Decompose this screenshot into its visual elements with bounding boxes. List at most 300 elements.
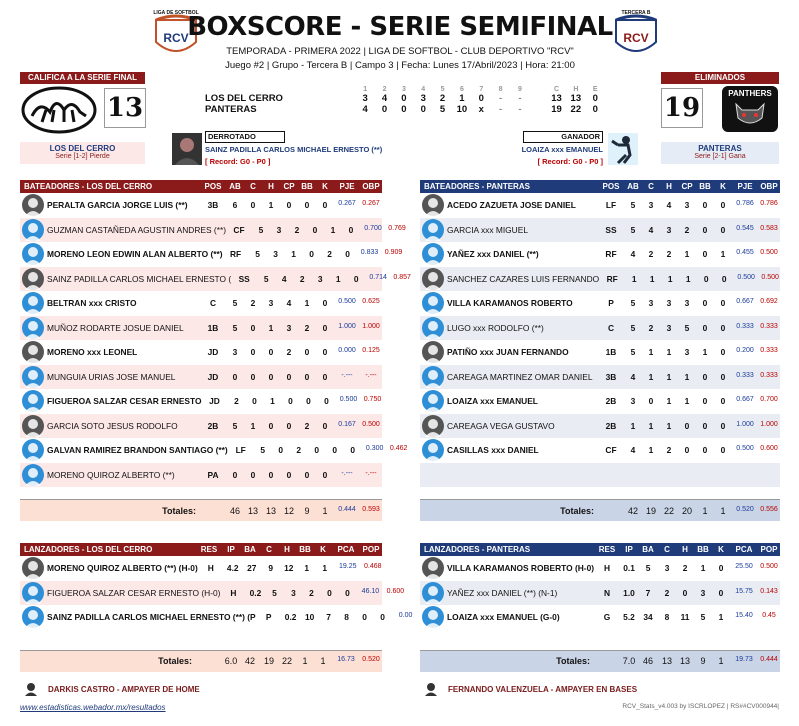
stat-cell: 1: [270, 396, 275, 407]
stat-cell: 0.692: [760, 298, 778, 306]
stat-cell: 6: [232, 200, 238, 211]
inning-runs: 3: [362, 93, 368, 104]
stat-cell: 1: [648, 347, 654, 358]
total-cell: 22: [281, 656, 292, 666]
stat-cell: 0: [322, 420, 328, 431]
total-hits: 22: [570, 104, 582, 115]
column-header: BA: [642, 545, 654, 554]
total-errors: 0: [592, 93, 598, 104]
inning-runs: 4: [362, 104, 368, 115]
stat-cell: 7: [326, 612, 331, 623]
total-runs: 19: [551, 104, 562, 115]
column-header: BA: [244, 545, 256, 554]
stat-cell: 2: [327, 249, 332, 260]
total-cell: 13: [265, 505, 276, 516]
stat-cell: 1: [684, 249, 690, 260]
batter-row[interactable]: [20, 193, 382, 218]
column-header: POP: [760, 545, 778, 554]
batter-row[interactable]: [420, 218, 780, 243]
total-cell: 0.520: [736, 505, 754, 513]
stat-cell: 1: [291, 249, 296, 260]
stat-cell: 3: [664, 563, 670, 574]
column-header: POS: [602, 182, 620, 191]
stat-cell: RF: [605, 249, 617, 260]
player-avatar-icon: [22, 292, 44, 314]
batter-row[interactable]: [20, 218, 406, 243]
total-cell: 13: [661, 656, 672, 666]
stat-cell: 2: [294, 224, 300, 235]
stat-cell: 0.667: [736, 396, 754, 404]
home-team-name: PANTERAS: [698, 144, 742, 153]
stat-cell: 0: [718, 587, 724, 598]
stat-cell: 0: [720, 347, 726, 358]
stat-cell: 0: [322, 298, 328, 309]
stat-cell: 25.50: [735, 563, 753, 571]
stat-cell: 3: [268, 298, 274, 309]
stat-cell: 0: [309, 249, 314, 260]
stat-cell: 0: [720, 224, 726, 235]
total-cell: 20: [681, 505, 692, 516]
pitcher-row[interactable]: [420, 556, 780, 581]
batter-row[interactable]: [420, 389, 780, 414]
stat-cell: 1B: [605, 347, 617, 358]
winning-pitcher-name: LOAIZA xxx EMANUEL: [521, 145, 603, 154]
stat-cell: 0.333: [736, 322, 754, 330]
stat-cell: 1: [648, 445, 654, 456]
column-header: H: [682, 545, 688, 554]
stat-cell: 1: [684, 396, 690, 407]
column-header: BB: [699, 182, 711, 191]
stat-cell: 0.462: [389, 445, 408, 453]
stat-cell: 0: [702, 249, 708, 260]
player-name: GUZMAN CASTAÑEDA AGUSTIN ANDRES (**): [47, 224, 226, 235]
player-avatar-icon: [22, 390, 44, 412]
away-status-badge: CALIFICA A LA SERIE FINAL: [20, 72, 145, 84]
inning-label: 6: [459, 86, 464, 93]
stat-cell: 1: [702, 347, 708, 358]
linescore-team: LOS DEL CERRO: [205, 93, 283, 104]
total-cell: 16.73: [337, 656, 355, 663]
stat-cell: 1: [718, 612, 724, 623]
stat-cell: 0: [250, 347, 256, 358]
total-cell: 1: [322, 505, 328, 516]
stat-cell: LF: [235, 445, 246, 456]
player-name: MUÑOZ RODARTE JOSUE DANIEL: [47, 322, 184, 333]
linescore-header: [205, 86, 605, 93]
inning-runs: 0: [381, 104, 388, 115]
stat-cell: 3: [317, 273, 323, 284]
stat-cell: 1: [667, 273, 673, 284]
stat-cell: 2: [682, 563, 688, 574]
stat-cell: 0: [720, 396, 726, 407]
stat-cell: P: [608, 298, 614, 309]
stat-cell: C: [209, 298, 217, 309]
column-header: BB: [301, 182, 313, 191]
linescore-team: PANTERAS: [205, 104, 257, 115]
totals-row: [20, 650, 382, 672]
stat-cell: 0.500: [761, 273, 779, 281]
column-header: C: [648, 182, 654, 191]
batter-row[interactable]: [420, 316, 780, 341]
total-cell: 6.0: [224, 656, 238, 666]
stat-cell: 0: [348, 224, 354, 235]
stat-cell: 0.267: [362, 200, 380, 208]
batter-row[interactable]: [20, 438, 408, 463]
stat-cell: 5: [232, 298, 238, 309]
stat-cell: 0: [250, 322, 256, 333]
batter-row[interactable]: [420, 365, 780, 390]
total-cell: 42: [244, 656, 255, 666]
column-header: PJE: [339, 182, 355, 191]
stat-cell: 4: [630, 249, 636, 260]
total-cell: 12: [283, 505, 294, 516]
stat-cell: 3: [291, 587, 296, 598]
column-header: OBP: [362, 182, 380, 191]
stat-cell: RF: [229, 249, 242, 260]
stat-cell: 1.0: [623, 587, 635, 598]
pitcher-row[interactable]: [20, 556, 382, 581]
player-avatar-icon: [422, 366, 444, 388]
stat-cell: 0: [268, 347, 274, 358]
pitcher-silhouette-icon: [608, 133, 638, 165]
stat-cell: C: [607, 322, 615, 333]
player-name: MORENO LEON EDWIN ALAN ALBERTO (**): [47, 249, 223, 260]
stat-cell: 1: [648, 420, 654, 431]
batter-row[interactable]: [20, 291, 382, 316]
inning-label: 5: [440, 86, 445, 93]
player-avatar-icon: [22, 557, 44, 579]
inning-label: 2: [382, 86, 387, 93]
total-cell: 9: [700, 656, 706, 666]
stat-cell: 1.000: [760, 420, 778, 428]
linescore-row-home: [205, 104, 605, 115]
spacer: [420, 487, 780, 499]
total-cell: 0.556: [760, 505, 778, 513]
stat-cell: 10: [304, 612, 315, 623]
stat-cell: 0: [353, 273, 359, 284]
stat-cell: -.---: [341, 371, 353, 379]
stat-cell: 0.500: [339, 396, 358, 404]
player-name: CAREAGA MARTINEZ OMAR DANIEL: [447, 371, 593, 382]
batter-row[interactable]: [20, 316, 382, 341]
player-avatar-icon: [22, 243, 44, 265]
stat-cell: 0.468: [363, 563, 382, 571]
stat-cell: 2: [286, 347, 292, 358]
stat-cell: SS: [605, 224, 617, 235]
batter-row[interactable]: [420, 242, 780, 267]
batter-row[interactable]: [20, 267, 411, 292]
player-avatar-icon: [422, 415, 444, 437]
stat-cell: 3: [273, 249, 278, 260]
stat-cell: 5: [630, 347, 636, 358]
stat-cell: 0: [380, 612, 385, 623]
player-avatar-icon: [22, 439, 44, 461]
stat-cell: 2: [666, 445, 672, 456]
player-photo-icon: [172, 133, 202, 165]
stat-cell: 5.2: [623, 612, 635, 623]
page-title: BOXSCORE - SERIE SEMIFINAL: [187, 12, 613, 42]
player-name: LUGO xxx RODOLFO (**): [447, 322, 544, 333]
player-avatar-icon: [422, 390, 444, 412]
player-name: ACEDO ZAZUETA JOSE DANIEL: [447, 200, 576, 211]
stat-cell: 1B: [207, 322, 219, 333]
stat-cell: 1: [250, 420, 256, 431]
batter-row[interactable]: [20, 340, 382, 365]
stat-cell: 1: [631, 273, 637, 284]
batter-row[interactable]: [420, 267, 780, 292]
spacer: [420, 630, 780, 650]
stat-cell: 1: [268, 200, 274, 211]
stat-cell: 0.857: [393, 273, 411, 281]
stat-cell: JD: [207, 347, 219, 358]
stat-cell: 0: [720, 298, 726, 309]
player-avatar-icon: [422, 341, 444, 363]
column-header: CP: [283, 182, 295, 191]
column-header: POP: [362, 545, 380, 554]
total-cell: 1: [720, 505, 726, 516]
stat-cell: 0.000: [338, 347, 356, 355]
stat-cell: 0.545: [736, 224, 754, 232]
inning-runs: -: [518, 104, 522, 115]
stat-cell: 0.500: [760, 563, 778, 571]
panther-icon: [722, 98, 778, 128]
column-header: BB: [697, 545, 709, 554]
player-name: MORENO QUIROZ ALBERTO (**) (H-0): [47, 563, 198, 574]
batter-row[interactable]: [20, 463, 382, 488]
stat-cell: 0: [345, 587, 350, 598]
player-avatar-icon: [22, 317, 44, 339]
stat-cell: 0: [304, 347, 310, 358]
home-team-card[interactable]: [661, 142, 779, 164]
column-header: RES: [200, 545, 218, 554]
column-header: OBP: [760, 182, 778, 191]
spacer: [20, 487, 382, 499]
stat-cell: 0.455: [736, 249, 754, 257]
winning-pitcher-photo: [608, 133, 638, 165]
stat-cell: 5: [232, 420, 238, 431]
stat-cell: 0.700: [364, 224, 382, 232]
column-header: H: [666, 182, 672, 191]
stat-cell: 3: [630, 396, 636, 407]
column-header: K: [718, 545, 724, 554]
stat-cell: 0.714: [369, 273, 387, 281]
stat-cell: 0.769: [388, 224, 406, 232]
stat-cell: 5: [272, 587, 277, 598]
stat-cell: H: [207, 563, 214, 574]
stat-cell: 3: [286, 322, 292, 333]
player-name: PERALTA GARCIA JORGE LUIS (**): [47, 200, 188, 211]
stat-cell: 1.000: [736, 420, 754, 428]
total-cell: 7.0: [622, 656, 636, 666]
player-name: LOAIZA xxx EMANUEL (G-0): [447, 612, 560, 623]
stat-cell: 0: [306, 396, 311, 407]
stat-cell: 0.750: [363, 396, 382, 404]
stat-cell: 5: [630, 322, 636, 333]
stat-cell: 0: [703, 273, 709, 284]
inning-label: 8: [498, 86, 503, 93]
column-header: K: [322, 182, 328, 191]
column-header: IP: [625, 545, 633, 554]
stat-cell: CF: [233, 224, 245, 235]
stat-cell: 0: [304, 469, 310, 480]
section-header: [420, 543, 780, 556]
total-cell: 19.73: [735, 656, 753, 663]
column-header: K: [320, 545, 326, 554]
stat-cell: 0: [322, 469, 328, 480]
stat-cell: 0.583: [760, 224, 778, 232]
player-name: YAÑEZ xxx DANIEL (**): [447, 249, 539, 260]
stat-cell: JD: [209, 396, 220, 407]
stat-cell: 2: [250, 298, 256, 309]
stat-cell: RF: [606, 273, 618, 284]
stat-cell: 0.786: [736, 200, 754, 208]
inning-runs: -: [499, 104, 503, 115]
stat-cell: 5: [232, 322, 238, 333]
pitcher-row[interactable]: [20, 581, 405, 606]
stat-cell: 2: [648, 249, 654, 260]
stat-cell: 5: [684, 322, 690, 333]
player-avatar-icon: [422, 194, 444, 216]
stat-cell: 0: [702, 200, 708, 211]
stat-cell: 0: [304, 371, 310, 382]
stat-cell: 5: [258, 224, 264, 235]
losing-pitcher-label: DERROTADO: [205, 131, 285, 143]
stat-cell: 0: [362, 612, 367, 623]
stat-cell: 2B: [605, 396, 617, 407]
pitcher-row[interactable]: [420, 581, 780, 606]
stat-cell: 0: [268, 420, 274, 431]
stat-cell: 1: [268, 322, 274, 333]
player-avatar-icon: [422, 268, 444, 290]
batter-row[interactable]: [20, 414, 382, 439]
column-header: PJE: [737, 182, 753, 191]
stat-cell: 0: [345, 249, 350, 260]
stat-cell: 5: [630, 224, 636, 235]
total-cell: 0.444: [760, 656, 778, 663]
stat-cell: 0: [312, 224, 318, 235]
totals-label: Totales:: [162, 505, 196, 516]
stat-cell: 3: [666, 322, 672, 333]
stat-cell: 1: [666, 396, 672, 407]
pitcher-row[interactable]: [20, 605, 413, 630]
stat-cell: 0.2: [284, 612, 297, 623]
league-logo-caption: LIGA DE SOFTBOL: [153, 10, 199, 16]
stat-cell: 1.000: [362, 322, 380, 330]
home-batting-section: [420, 180, 780, 521]
umpire-icon: [424, 682, 438, 696]
inning-runs: 1: [459, 93, 465, 104]
total-cell: 0.593: [362, 505, 380, 513]
batter-row[interactable]: [20, 242, 403, 267]
stat-cell: 46.10: [361, 587, 380, 595]
stat-cell: 3: [232, 347, 238, 358]
stat-cell: 0.125: [362, 347, 380, 355]
stat-cell: 0: [322, 347, 328, 358]
stat-cell: 0: [322, 322, 328, 333]
stat-cell: 0: [322, 371, 328, 382]
stat-cell: 3: [648, 298, 654, 309]
player-name: VILLA KARAMANOS ROBERTO: [447, 298, 573, 309]
player-avatar-icon: [422, 557, 444, 579]
stat-cell: 1: [666, 347, 672, 358]
losing-pitcher-record: [ Record: G0 - P0 ]: [205, 157, 271, 166]
player-avatar-icon: [22, 415, 44, 437]
stat-cell: 0.1: [623, 563, 635, 574]
season-line: TEMPORADA - PRIMERA 2022 | LIGA DE SOFTBOL - CLUB DEPORTIVO "RCV": [226, 46, 574, 57]
batter-row[interactable]: [420, 438, 780, 463]
home-final-score: 19: [661, 88, 703, 128]
stat-cell: 0.600: [760, 445, 778, 453]
player-avatar-icon: [22, 464, 44, 486]
column-header: C: [266, 545, 272, 554]
stat-cell: SS: [238, 273, 250, 284]
batter-row[interactable]: [420, 193, 780, 218]
stat-cell: 1: [304, 298, 310, 309]
stat-cell: 5: [630, 200, 636, 211]
player-avatar-icon: [22, 219, 44, 241]
batter-row[interactable]: [20, 389, 382, 414]
game-info-line: Juego #2 | Grupo - Tercera B | Campo 3 | Fecha: Lunes 17/Abril/2023 | Hora: 21:00: [225, 60, 575, 71]
stat-cell: H: [230, 587, 237, 598]
player-name: LOAIZA xxx EMANUEL: [447, 396, 538, 407]
column-header: POS: [204, 182, 222, 191]
stat-cell: 0.786: [760, 200, 778, 208]
totals-row: [420, 499, 780, 521]
pitcher-row[interactable]: [420, 605, 780, 630]
total-cell: 42: [627, 505, 638, 516]
stat-cell: 0: [232, 371, 238, 382]
spacer: [20, 630, 382, 650]
stats-url-link[interactable]: www.estadisticas.webador.mx/resultados: [20, 703, 166, 712]
umpire-icon: [24, 682, 38, 696]
batter-row[interactable]: [420, 414, 780, 439]
stat-cell: 5: [255, 249, 260, 260]
batter-row[interactable]: [420, 291, 780, 316]
away-final-score: 13: [104, 88, 146, 128]
player-avatar-icon: [422, 439, 444, 461]
column-header: AB: [627, 182, 639, 191]
totals-row: [20, 499, 382, 521]
inning-label: 7: [479, 86, 484, 93]
away-team-card[interactable]: [20, 142, 145, 164]
inning-runs: 10: [456, 104, 468, 115]
player-avatar-icon: [22, 194, 44, 216]
stat-cell: 2: [684, 224, 690, 235]
stat-cell: 27: [247, 563, 257, 574]
stat-cell: 0: [720, 445, 726, 456]
stat-cell: 3: [684, 200, 690, 211]
stat-cell: 0: [268, 469, 274, 480]
winning-pitcher-label: GANADOR: [523, 131, 603, 143]
stat-cell: 0.2: [249, 587, 262, 598]
stat-cell: 0: [286, 420, 292, 431]
rcv-logo-text: RCV: [163, 31, 189, 45]
totals-label: Totales:: [556, 656, 590, 666]
player-avatar-icon: [22, 341, 44, 363]
stat-cell: 11: [680, 612, 690, 623]
total-cell: 1: [302, 656, 308, 666]
batter-row[interactable]: [20, 365, 382, 390]
batter-row[interactable]: [420, 340, 780, 365]
column-header: C: [250, 182, 256, 191]
stat-cell: 0: [332, 445, 338, 456]
away-pitching-section: [20, 543, 413, 672]
inning-runs: -: [518, 93, 522, 104]
stat-cell: 0: [720, 420, 726, 431]
stat-cell: 0.300: [365, 445, 384, 453]
column-header: H: [268, 182, 274, 191]
stat-cell: CF: [605, 445, 617, 456]
